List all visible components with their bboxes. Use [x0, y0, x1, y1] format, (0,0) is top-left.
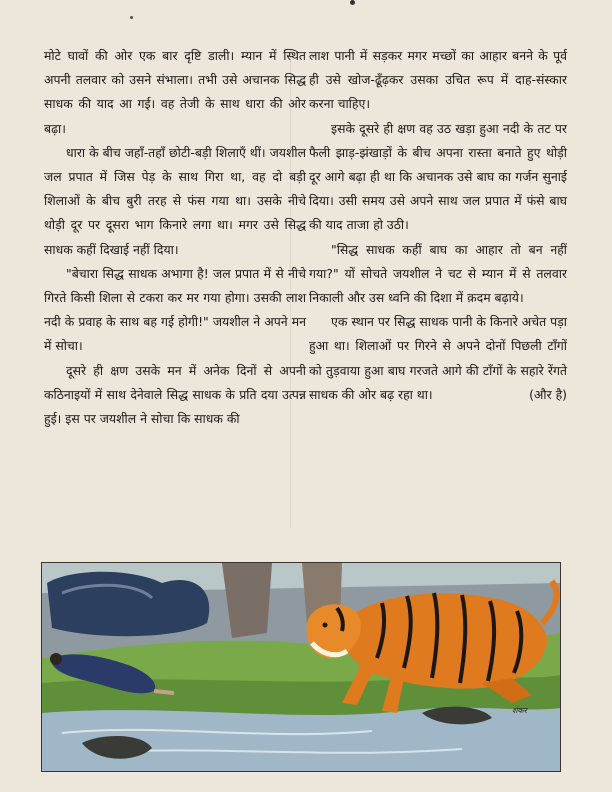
tiger-scene	[42, 563, 560, 771]
paragraph: लाश पानी में सड़कर मगर मच्छों का आहार बनने के पूर्व ही उसे खोज-ढूँढ़कर उसका उचित रूप में दाह-संस्कार करना चाहिए।	[309, 48, 567, 112]
paragraph	[309, 310, 567, 407]
print-speck	[130, 16, 133, 19]
left-text-column	[44, 44, 306, 431]
paragraph: दूसरे ही क्षण उसके मन में अनेक दिनों से अपनी कठिनाइयों में साथ देनेवाले सिद्ध साधक के प्रति दया उत्पन्न हुई। इस पर जयशील ने सोचा कि साधक की	[44, 362, 306, 427]
fallen-man-head	[50, 653, 62, 665]
right-text-column	[309, 44, 567, 407]
paragraph-text: एक स्थान पर सिद्ध साधक पानी के किनारे अचेत पड़ा हुआ था। शिलाओं पर गिरने से अपने दोनों पिछली टाँगों को तुड़वाया हुआ बाघ गरजते आगे की टाँगों के सहारे रेंगते साधक की ओर बढ़ रहा था।	[309, 314, 567, 402]
fallen-man-foot	[154, 691, 174, 693]
continued-label: (और है)	[529, 386, 567, 402]
tiger-eye	[323, 623, 328, 628]
paragraph: इसके दूसरे ही क्षण वह उठ खड़ा हुआ नदी के तट पर फैली झाड़-झंखाड़ों के बीच अपना रास्ता बनाते हुए थोड़ी दूर आगे बढ़ा ही था कि अचानक उसे बाघ का गर्जन सुनाई दिया। उसी समय उसे अपने साथ जल प्रपात में फंसे बाघ की याद ताजा हो उठी।	[309, 120, 567, 233]
artist-signature: शंकर	[512, 706, 527, 715]
print-mark	[350, 0, 355, 5]
paragraph: मोटे घावों की ओर एक बार दृष्टि डाली। म्यान में स्थित अपनी तलवार को उसने संभाला। तभी उसे अचानक सिद्ध साधक की याद आ गई। वह तेजी के साथ धारा की ओर बढ़ा।	[44, 48, 306, 136]
rock-boulder	[47, 572, 209, 636]
story-illustration	[41, 562, 561, 772]
column-gutter	[290, 48, 291, 528]
paragraph: "सिद्ध साधक कहीं बाघ का आहार तो बन नहीं गया?" यों सोचते जयशील ने चट से म्यान में से तलवार निकाली और उस ध्वनि की दिशा में क़दम बढ़ाये।	[309, 241, 567, 306]
paragraph: धारा के बीच जहाँ-तहाँ छोटी-बड़ी शिलाएँ थीं। जयशील जल प्रपात में जिस पेड़ के साथ गिरा था, वह दो बड़ी शिलाओं के बीच बुरी तरह से फंस गया था। उसके नीचे थोड़ी दूर पर दूसरा भाग किनारे लगा था। मगर उसे सिद्ध साधक कहीं दिखाई नहीं दिया।	[44, 144, 306, 257]
paragraph: "बेचारा सिद्ध साधक अभागा है! जल प्रपात में से नीचे गिरते किसी शिला से टकरा कर मर गया होगा। उसकी लाश नदी के प्रवाह के साथ बह गई होगी!" जयशील ने अपने मन में सोचा।	[44, 265, 306, 354]
